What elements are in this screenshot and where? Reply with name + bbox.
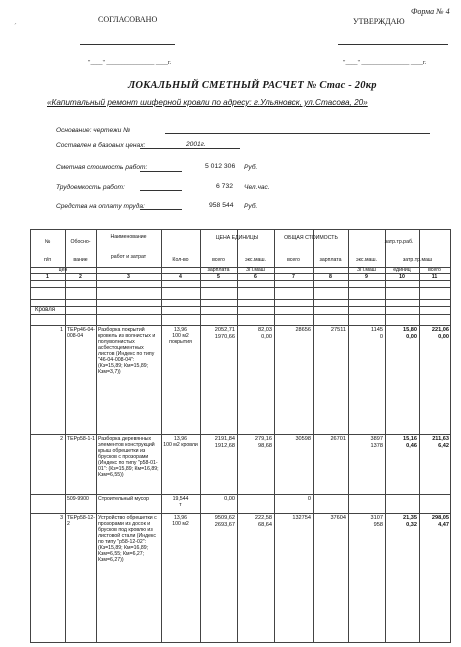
row-line <box>30 306 451 307</box>
head-wage-row3: ЗП.маш <box>357 267 376 273</box>
cost-line <box>140 171 182 172</box>
head-price-mach: экс.маш. <box>244 257 267 263</box>
wage-line <box>140 209 182 210</box>
row3-qty: 13,96 100 м2 <box>172 515 189 527</box>
row3-price-wage: 2693,67 <box>214 522 235 528</box>
row-line <box>30 287 451 288</box>
wage-label: Средства на оплату труда: <box>56 203 145 210</box>
basis-label: Основание: чертежи № <box>56 127 131 134</box>
row2-price-all: 2191,84 <box>214 436 235 442</box>
row3-labor-unit2: 0,32 <box>406 522 417 528</box>
row-line <box>30 642 451 643</box>
head-wage-row2: ЗП.маш <box>246 267 265 273</box>
col-number: 7 <box>292 274 295 280</box>
row1-total-zpm: 0 <box>379 334 383 340</box>
row2-no: 2 <box>60 436 63 442</box>
row-waste-name: Строительный мусор <box>98 496 150 502</box>
date-left: "____" ________________ ____г. <box>88 60 172 66</box>
row3-total-zpm: 958 <box>373 522 383 528</box>
col-number: 11 <box>431 274 438 280</box>
estimate-table <box>30 229 451 642</box>
head-total: ОБЩАЯ СТОИМОСТЬ <box>284 235 338 241</box>
row1-price-zpm: 0,00 <box>261 334 272 340</box>
row-waste-qty: 19,544 т <box>172 496 189 508</box>
form-number: Форма № 4 <box>411 7 450 16</box>
row2-price-zpm: 98,68 <box>258 443 272 449</box>
row1-labor-unit: 15,80 <box>403 327 417 333</box>
row1-price-all: 2052,71 <box>214 327 235 333</box>
row1-price-mach: 82,03 <box>258 327 272 333</box>
head-all3: всего <box>428 267 441 273</box>
pen-mark: ˊ <box>14 22 17 31</box>
head-total-all: всего <box>287 257 300 263</box>
row3-labor-all2: 4,47 <box>438 522 449 528</box>
row1-code: ТЕРр46-04-008-04 <box>67 327 95 339</box>
col-number: 10 <box>399 274 405 280</box>
row-line <box>30 325 451 326</box>
row1-labor-all: 221,06 <box>431 327 449 333</box>
labor-label: Трудоемкость работ: <box>56 184 125 191</box>
col-number: 4 <box>179 274 182 280</box>
date-right: "____" ________________ ____г. <box>343 60 427 66</box>
row3-no: 3 <box>60 515 63 521</box>
head-per-unit: единиц <box>393 267 411 273</box>
row2-labor-unit2: 0,46 <box>406 443 417 449</box>
signature-line-right <box>338 44 448 45</box>
row1-labor-unit2: 0,00 <box>406 334 417 340</box>
col-line <box>65 229 66 642</box>
head-costs: затр.тр.раб. <box>384 239 414 245</box>
row1-total-wage: 27511 <box>330 327 346 333</box>
row1-total-all: 28656 <box>295 327 311 333</box>
row3-labor-all: 298,05 <box>431 515 449 521</box>
col-number: 1 <box>46 274 49 280</box>
row3-code: ТЕРр58-12-2 <box>67 515 95 527</box>
col-number: 5 <box>217 274 220 280</box>
row3-price-zpm: 68,64 <box>258 522 272 528</box>
row1-labor-all2: 0,00 <box>438 334 449 340</box>
col-number: 9 <box>365 274 368 280</box>
row1-qty: 13,96 100 м2 покрытия <box>169 327 192 345</box>
row-waste-price: 0,00 <box>224 496 235 502</box>
row2-total-wage: 26701 <box>330 436 346 442</box>
labor-unit: Чел.час. <box>244 184 270 191</box>
head-labor-mach: затр.тр.маш <box>402 257 433 263</box>
col-line <box>450 229 451 642</box>
row-line <box>30 280 451 281</box>
head-price-all: всего <box>212 257 225 263</box>
prices-label: Составлен в базовых ценах: <box>56 142 146 149</box>
prices-line <box>140 148 240 149</box>
col-number: 8 <box>329 274 332 280</box>
head-price: ЦЕНА ЕДИНИЦЫ <box>215 235 259 241</box>
labor-line <box>140 190 182 191</box>
col-line <box>96 229 97 642</box>
row2-total-zpm: 1378 <box>370 443 383 449</box>
row-line <box>30 314 451 315</box>
head-total-mach: экс.маш. <box>355 257 378 263</box>
row3-total-mach: 3107 <box>370 515 383 521</box>
row-line <box>30 229 451 230</box>
row3-total-all: 132754 <box>292 515 311 521</box>
row2-labor-unit: 15,16 <box>403 436 417 442</box>
head-total-wage: зарплата <box>319 257 342 263</box>
approval-right-label: УТВЕРЖДАЮ <box>353 17 405 26</box>
head-code2: вание <box>73 257 88 263</box>
row-line <box>30 299 451 300</box>
cost-unit: Руб. <box>244 164 258 171</box>
row3-price-all: 9509,62 <box>214 515 235 521</box>
wage-unit: Руб. <box>244 203 258 210</box>
document-subtitle: «Капитальный ремонт шиферной кровли по адресу: г.Ульяновск, ул.Стасова, 20» <box>47 98 368 107</box>
head-code: Обосно- <box>70 239 91 245</box>
head-no: № <box>44 239 51 245</box>
row-line <box>30 513 451 514</box>
prices-value: 2001г. <box>186 141 206 148</box>
head-qty: Кол-во <box>172 257 189 263</box>
row2-code: ТЕРр58-1-1 <box>67 436 95 442</box>
row3-labor-unit: 21,35 <box>403 515 417 521</box>
col-number: 6 <box>254 274 257 280</box>
head-name2: работ и затрат <box>110 254 147 260</box>
row2-price-wage: 1912,68 <box>214 443 235 449</box>
approval-left-label: СОГЛАСОВАНО <box>98 15 158 24</box>
cost-value: 5 012 306 <box>205 163 236 170</box>
row-waste-total: 0 <box>307 496 311 502</box>
row3-total-wage: 37604 <box>330 515 346 521</box>
row-waste-code: 509-9900 <box>67 496 89 502</box>
row-line <box>30 494 451 495</box>
wage-value: 958 544 <box>209 202 234 209</box>
row-line <box>30 434 451 435</box>
row1-name: Разборка покрытий кровель из волнистых и полуволнистых асбестоцементных листов (Индекс по типу "46-04-008-04": (Кз=15,89; Км=15,89; Кзм=3,7)) <box>98 327 156 375</box>
row1-no: 1 <box>60 327 63 333</box>
row2-name: Разборка деревянных элементов конструкций крыш обрешетки из брусков с прозорами (Индекс по типу "р58-01-01": (Кз=15,89; Км=16,89; Кзм=6,55)) <box>98 436 159 478</box>
section-title: Кровля <box>35 307 55 313</box>
document-title: ЛОКАЛЬНЫЙ СМЕТНЫЙ РАСЧЕТ № Стас - 20кр <box>128 80 377 91</box>
row3-price-mach: 222,58 <box>254 515 272 521</box>
row2-labor-all2: 6,42 <box>438 443 449 449</box>
row2-price-mach: 279,16 <box>254 436 272 442</box>
row2-total-all: 30598 <box>295 436 311 442</box>
basis-line <box>165 133 430 134</box>
head-curr: цен <box>58 267 68 273</box>
row1-price-wage: 1970,66 <box>214 334 235 340</box>
row2-total-mach: 3897 <box>370 436 383 442</box>
row2-qty: 13,96 100 м2 кровли <box>163 436 198 448</box>
col-number: 2 <box>79 274 82 280</box>
col-number: 3 <box>127 274 130 280</box>
head-wage-row: зарплата <box>207 267 230 273</box>
labor-value: 6 732 <box>216 183 234 190</box>
row2-labor-all: 211,63 <box>432 436 449 442</box>
head-name: Наименование <box>110 234 147 240</box>
signature-line-left <box>80 44 175 45</box>
cost-label: Сметная стоимость работ: <box>56 164 148 171</box>
row3-name: Устройство обрешетки с прозорами из досок и брусков под кровлю из листовой стали (Индекс по типу "р58-12-02": (Кз=15,89; Км=16,89; Кзм=6,55; Км=6,27; Кзм=6,27)) <box>98 515 157 563</box>
head-no2: п/п <box>43 257 52 263</box>
row1-total-mach: 1145 <box>370 327 383 333</box>
